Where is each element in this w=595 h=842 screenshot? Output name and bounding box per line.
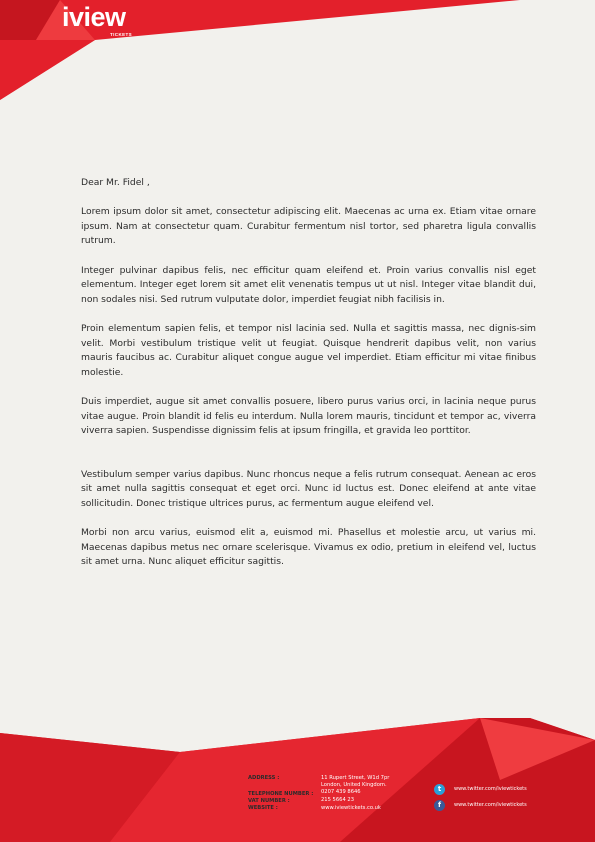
twitter-icon: t — [434, 784, 445, 795]
letter-paragraph: Morbi non arcu varius, euismod elit a, euismod mi. Phasellus et molestie arcu, ut varius mi. Maecenas dapibus metus nec ornare scelerisque. Vivamus ex odio, pretium in eleifend vel, luctus sit amet urna. Nunc aliquet efficitur sagittis. — [81, 527, 536, 568]
letter-paragraph: Integer pulvinar dapibus felis, nec efficitur quam eleifend et. Proin varius convallis nisl eget elementum. Integer eget lorem sit amet elit venenatis tempus ut ut nisl. Integer vitae blandit dui, non sodales nisi. Sed rutrum vulputate dolor, imperdiet feugiat nibh facilisis in. — [81, 264, 536, 305]
letter-paragraph: Duis imperdiet, augue sit amet convallis posuere, libero purus varius orci, in lacinia neque purus vitae augue. Proin blandit id felis eu interdum. Nulla lorem mauris, tincidunt et tempor ac, viverra viverra sapien. Suspendisse dignissim felis at ipsum fringilla, et gravida leo porttitor. — [81, 395, 536, 437]
letter-paragraph: Proin elementum sapien felis, et tempor nisl lacinia sed. Nulla et sagittis massa, nec dignis-sim velit. Morbi vestibulum tristique velit ut feugiat. Quisque hendrerit dapibus velit, non varius mauris faucibus ac. Curabitur aliquet congue augue vel imperdiet. Etiam efficitur mi vitae finibus molestie. — [81, 322, 536, 378]
letter-salutation: Dear Mr. Fidel , — [81, 177, 150, 188]
vat-value: 215 5664 23 — [321, 797, 355, 803]
letter-paragraph: Lorem ipsum dolor sit amet, consectetur adipiscing elit. Maecenas ac urna ex. Etiam vitae ornare ipsum. Nam at consectetur quam. Curabitur fermentum nisl tortor, sed pharetra ligula convallis rutrum. — [81, 206, 536, 247]
facebook-url: www.twitter.com/iviewtickets — [454, 802, 527, 808]
address-line-1: 11 Rupert Street, W1d 7pr — [321, 775, 390, 781]
brand-logo[interactable] — [62, 2, 142, 42]
phone-label: TELEPHONE NUMBER : — [248, 791, 314, 797]
facebook-icon: f — [434, 800, 445, 811]
logo-wordmark: iview — [62, 2, 126, 32]
website-link[interactable]: www.iviewtickets.co.uk — [321, 805, 381, 811]
vat-label: VAT NUMBER : — [248, 798, 290, 804]
logo-subtitle: TICKETS — [110, 32, 133, 37]
twitter-url: www.twitter.com/iviewtickets — [454, 786, 527, 792]
letter-paragraph: Vestibulum semper varius dapibus. Nunc rhoncus neque a felis rutrum consequat. Aenean ac eros sit amet nulla sagittis consequat et eget orci. Nunc id luctus est. Donec eleifend at ante vitae sollicitudin. Donec tristique ultrices purus, ac fermentum augue eleifend vel. — [81, 468, 536, 510]
address-label: ADDRESS : — [248, 775, 280, 781]
website-label: WEBSITE : — [248, 805, 278, 811]
address-line-2: London, United Kingdom. — [321, 782, 387, 788]
header-corner-mid — [0, 40, 95, 100]
phone-value: 0207 439 8646 — [321, 789, 361, 795]
letter-body — [81, 176, 536, 585]
